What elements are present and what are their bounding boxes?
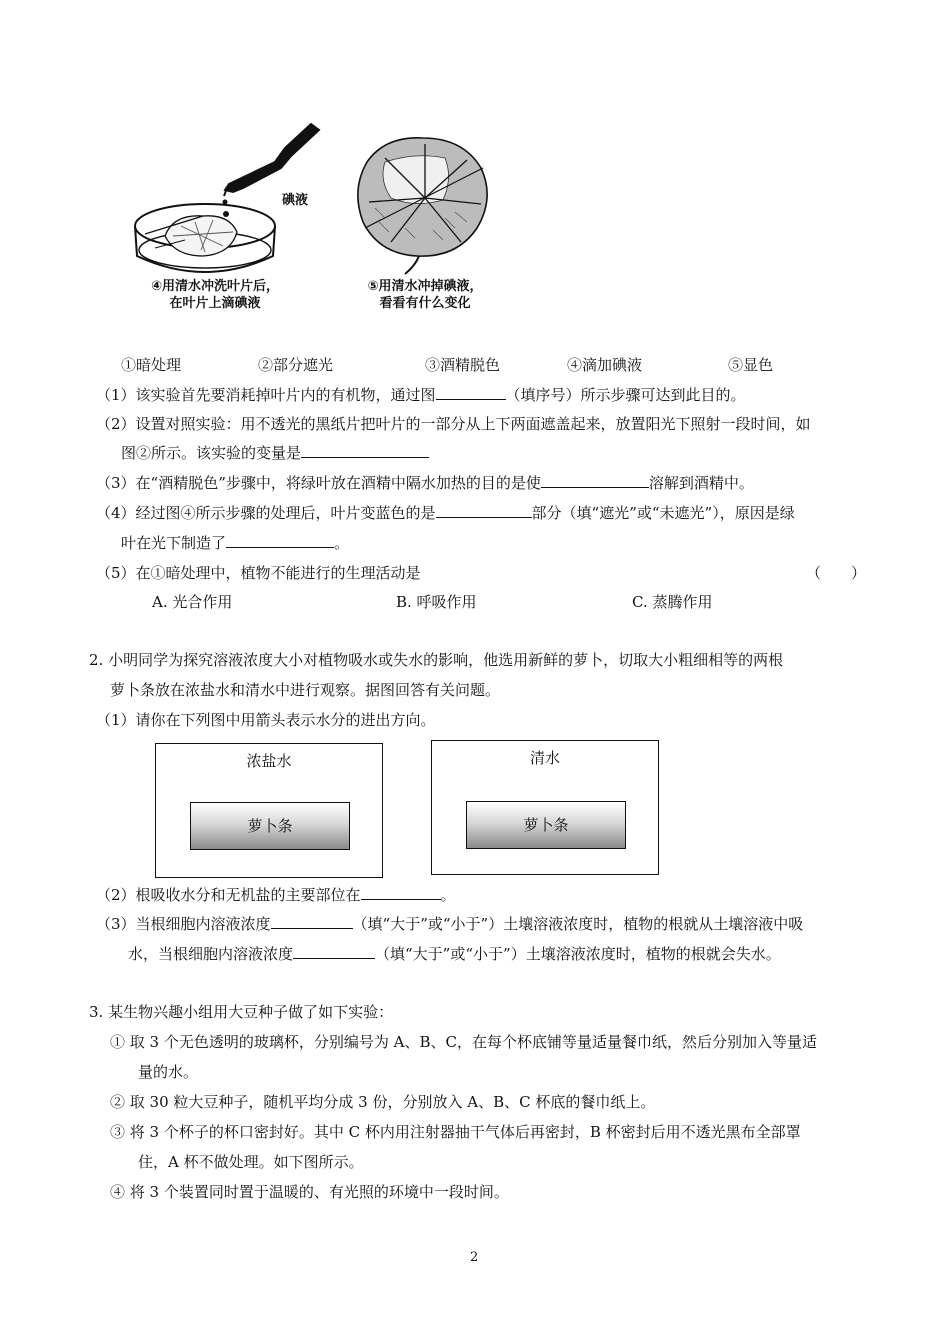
q3-step2: ② 取 30 粒大豆种子，随机平均分成 3 份，分别放入 A、B、C 杯底的餐巾纸上。 — [110, 1093, 656, 1111]
figure-5-color-change — [345, 118, 505, 328]
q2-part3-blank1[interactable] — [271, 914, 353, 929]
fig5-caption-line2: 看看有什么变化 — [379, 296, 471, 311]
q1-option-c[interactable]: C. 蒸腾作用 — [632, 593, 713, 611]
q1-part4-blank1[interactable] — [436, 503, 532, 518]
q1-part1: （1）该实验首先要消耗掉叶片内的有机物，通过图 （填序号）所示步骤可达到此目的。 — [96, 386, 746, 404]
q2-intro-line2: 萝卜条放在浓盐水和清水中进行观察。据图回答有关问题。 — [110, 681, 501, 699]
iodine-label: 碘液 — [281, 193, 308, 208]
q1-part3: （3）在“酒精脱色”步骤中，将绿叶放在酒精中隔水加热的目的是使 溶解到酒精中。 — [96, 474, 754, 492]
step-5: ⑤显色 — [728, 356, 774, 374]
q2-part2-blank[interactable] — [361, 885, 441, 900]
q3-step1-line1: ① 取 3 个无色透明的玻璃杯，分别编号为 A、B、C，在每个杯底铺等量适量餐巾纸，然后分别加入等量适 — [110, 1033, 817, 1051]
fig5-caption-line1: ⑤用清水冲掉碘液， — [367, 279, 483, 294]
fig4-caption-line2: 在叶片上滴碘液 — [169, 296, 261, 311]
q2-part3-line2: 水，当根细胞内溶液浓度 （填“大于”或“小于”）土壤溶液浓度时，植物的根就会失水。 — [128, 945, 781, 963]
salt-water-container[interactable] — [155, 743, 383, 878]
q2-intro-line1: 2. 小明同学为探究溶液浓度大小对植物吸水或失水的影响，他选用新鲜的萝卜，切取大小粗细相等的两根 — [89, 651, 784, 669]
q3-step1-line2: 量的水。 — [138, 1063, 199, 1081]
clear-water-container[interactable] — [431, 740, 659, 875]
q1-part4-blank2[interactable] — [226, 533, 334, 548]
q1-part5: （5）在①暗处理中，植物不能进行的生理活动是 — [96, 564, 421, 582]
step-2: ②部分遮光 — [258, 356, 334, 374]
fig4-caption-line1: ④用清水冲洗叶片后， — [150, 279, 279, 294]
q1-part5-answer-paren[interactable]: （ ） — [806, 564, 867, 582]
q3-step3-line2: 住，A 杯不做处理。如下图所示。 — [138, 1153, 364, 1171]
q2-part3-blank2[interactable] — [293, 944, 375, 959]
q2-part1: （1）请你在下列图中用箭头表示水分的进出方向。 — [96, 711, 436, 729]
radish-strip-clear: 萝卜条 — [466, 801, 626, 849]
q1-part3-blank[interactable] — [541, 473, 649, 488]
page-number: 2 — [470, 1250, 479, 1265]
clear-water-label: 清水 — [529, 749, 560, 767]
step-3: ③酒精脱色 — [425, 356, 501, 374]
figure-4-iodine-drop — [125, 118, 325, 328]
salt-water-label: 浓盐水 — [246, 752, 292, 770]
q1-option-a[interactable]: A. 光合作用 — [152, 593, 233, 611]
step-4: ④滴加碘液 — [567, 356, 643, 374]
radish-strip-salt: 萝卜条 — [190, 802, 350, 850]
q3-step3-line1: ③ 将 3 个杯子的杯口密封好。其中 C 杯内用注射器抽干气体后再密封，B 杯密封后用不透光黑布全部罩 — [110, 1123, 801, 1141]
q2-part3-line1: （3）当根细胞内溶液浓度 （填“大于”或“小于”）土壤溶液浓度时，植物的根就从土壤溶液中吸 — [96, 915, 804, 933]
q1-part2-line1: （2）设置对照实验：用不透光的黑纸片把叶片的一部分从上下两面遮盖起来，放置阳光下照射一段时间，如 — [96, 415, 811, 433]
step-1: ①暗处理 — [121, 356, 182, 374]
q3-intro: 3. 某生物兴趣小组用大豆种子做了如下实验： — [89, 1003, 394, 1021]
q2-part2: （2）根吸收水分和无机盐的主要部位在 。 — [96, 886, 456, 904]
q1-part4-line2: 叶在光下制造了 。 — [121, 534, 350, 552]
q1-part4-line1: （4）经过图④所示步骤的处理后，叶片变蓝色的是 部分（填“遮光”或“未遮光”），原因是绿 — [96, 504, 795, 522]
q1-part1-blank[interactable] — [436, 385, 506, 400]
q1-part2-line2: 图②所示。该实验的变量是 — [121, 443, 429, 463]
stained-leaf-illustration — [345, 118, 505, 278]
q1-option-b[interactable]: B. 呼吸作用 — [396, 593, 477, 611]
q1-part2-blank[interactable] — [301, 443, 429, 458]
q3-step4: ④ 将 3 个装置同时置于温暖的、有光照的环境中一段时间。 — [110, 1183, 509, 1201]
